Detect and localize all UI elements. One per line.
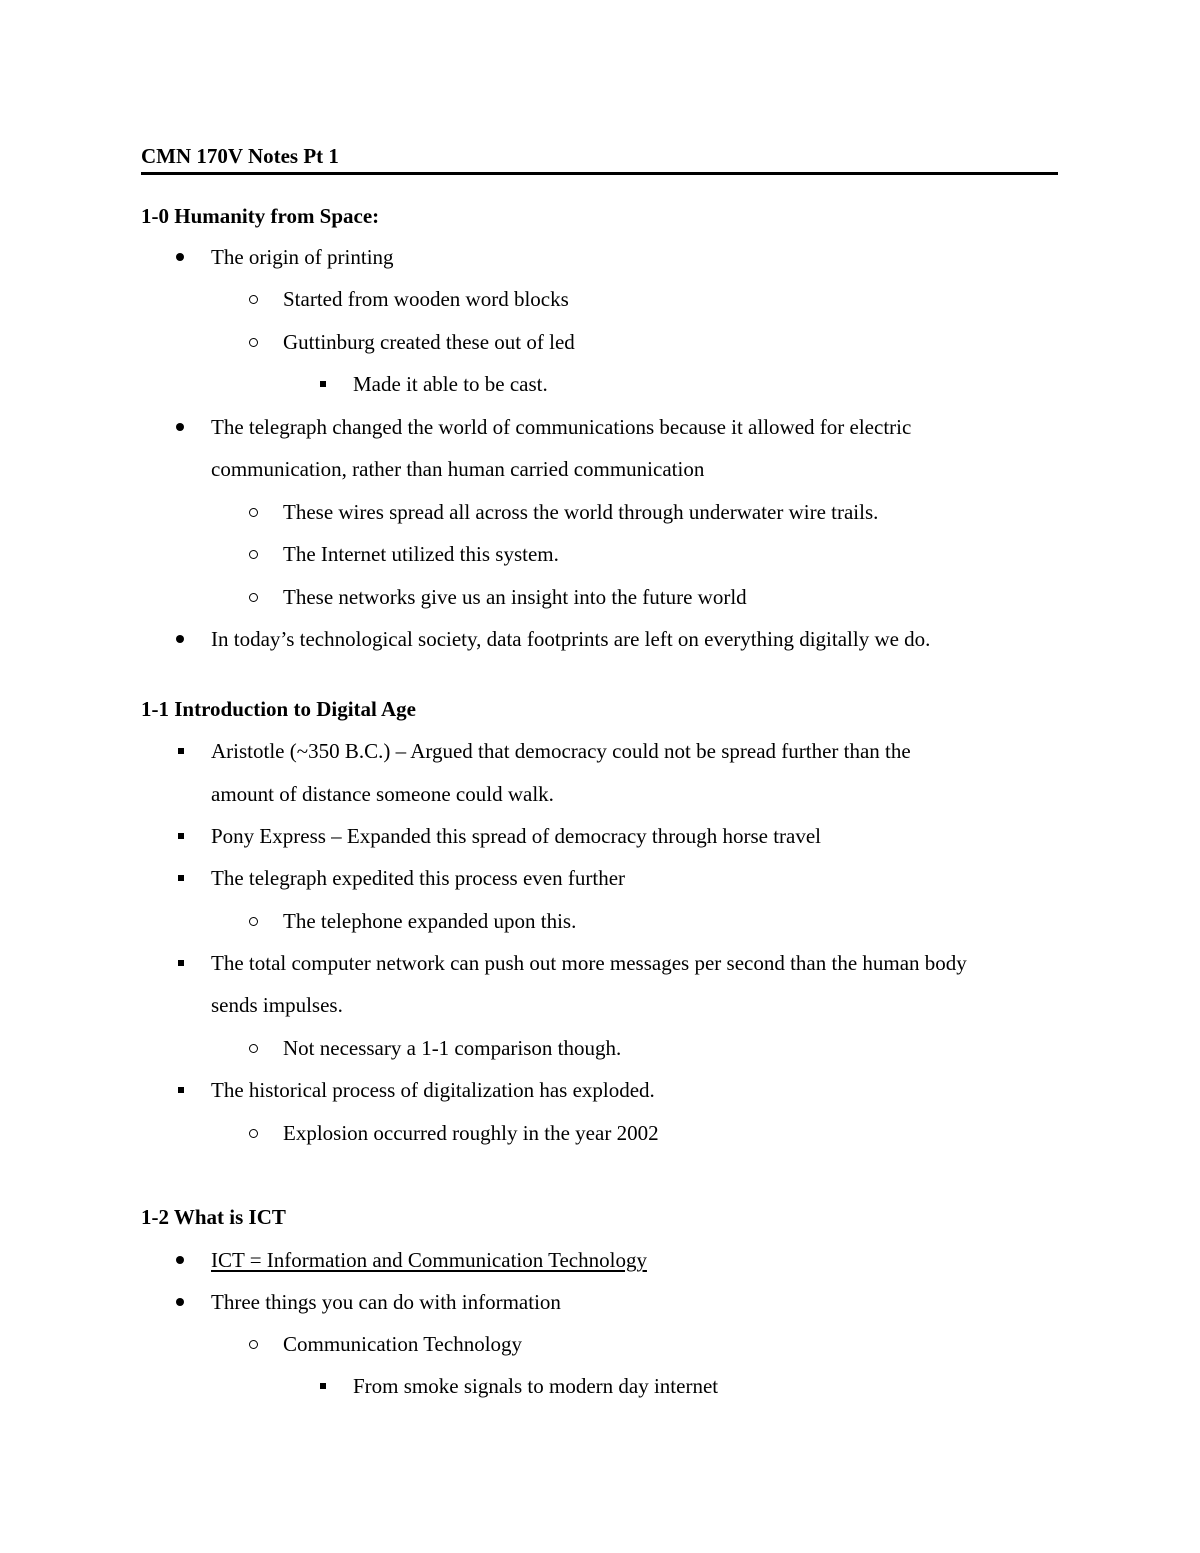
bullet-circle-icon [249,1129,258,1138]
list-item: The Internet utilized this system. [283,542,559,566]
list-item: These wires spread all across the world through underwater wire trails. [283,500,879,524]
list-item: Made it able to be cast. [353,372,548,396]
bullet-circle-icon [249,338,258,347]
list-item: These networks give us an insight into the future world [283,585,747,609]
bullet-square-icon [178,748,184,754]
bullet-square-icon [178,875,184,881]
list-item: The total computer network can push out more messages per second than the human body [211,951,967,975]
bullet-circle-icon [249,1044,258,1053]
bullet-dot-icon [176,1298,184,1306]
list-item: The origin of printing [211,245,394,269]
bullet-dot-icon [176,635,184,643]
list-item: The telephone expanded upon this. [283,909,577,933]
list-item: The historical process of digitalization has exploded. [211,1078,655,1102]
list-item: Communication Technology [283,1332,523,1356]
list-item-continuation: amount of distance someone could walk. [211,782,554,806]
list-item: Explosion occurred roughly in the year 2002 [283,1121,659,1145]
bullet-square-icon [178,1087,184,1093]
list-item: The telegraph changed the world of communications because it allowed for electric [211,415,912,439]
bullet-dot-icon [176,1256,184,1264]
bullet-square-icon [178,833,184,839]
list-item: In today’s technological society, data footprints are left on everything digitally we do. [211,627,931,651]
bullet-circle-icon [249,593,258,602]
list-item: Not necessary a 1-1 comparison though. [283,1036,622,1060]
list-item: Started from wooden word blocks [283,287,569,311]
bullet-square-icon [320,381,326,387]
section-heading-introduction-digital-age: 1-1 Introduction to Digital Age [141,697,416,721]
list-item: Pony Express – Expanded this spread of democracy through horse travel [211,824,822,848]
list-item: The telegraph expedited this process even further [211,866,626,890]
list-item-ict-definition: ICT = Information and Communication Technology [211,1248,647,1272]
list-item: Three things you can do with information [211,1290,561,1314]
list-item-continuation: communication, rather than human carried communication [211,457,705,481]
bullet-circle-icon [249,1340,258,1349]
section-heading-humanity-from-space: 1-0 Humanity from Space: [141,204,380,228]
list-item-continuation: sends impulses. [211,993,343,1017]
document-title: CMN 170V Notes Pt 1 [141,142,1058,175]
list-item: Guttinburg created these out of led [283,330,575,354]
list-item: Aristotle (~350 B.C.) – Argued that democracy could not be spread further than the [211,739,911,763]
bullet-circle-icon [249,550,258,559]
bullet-circle-icon [249,917,258,926]
bullet-square-icon [178,960,184,966]
list-item: From smoke signals to modern day internet [353,1374,719,1398]
bullet-dot-icon [176,423,184,431]
bullet-circle-icon [249,295,258,304]
bullet-circle-icon [249,508,258,517]
section-heading-what-is-ict: 1-2 What is ICT [141,1205,286,1229]
bullet-square-icon [320,1383,326,1389]
bullet-dot-icon [176,253,184,261]
